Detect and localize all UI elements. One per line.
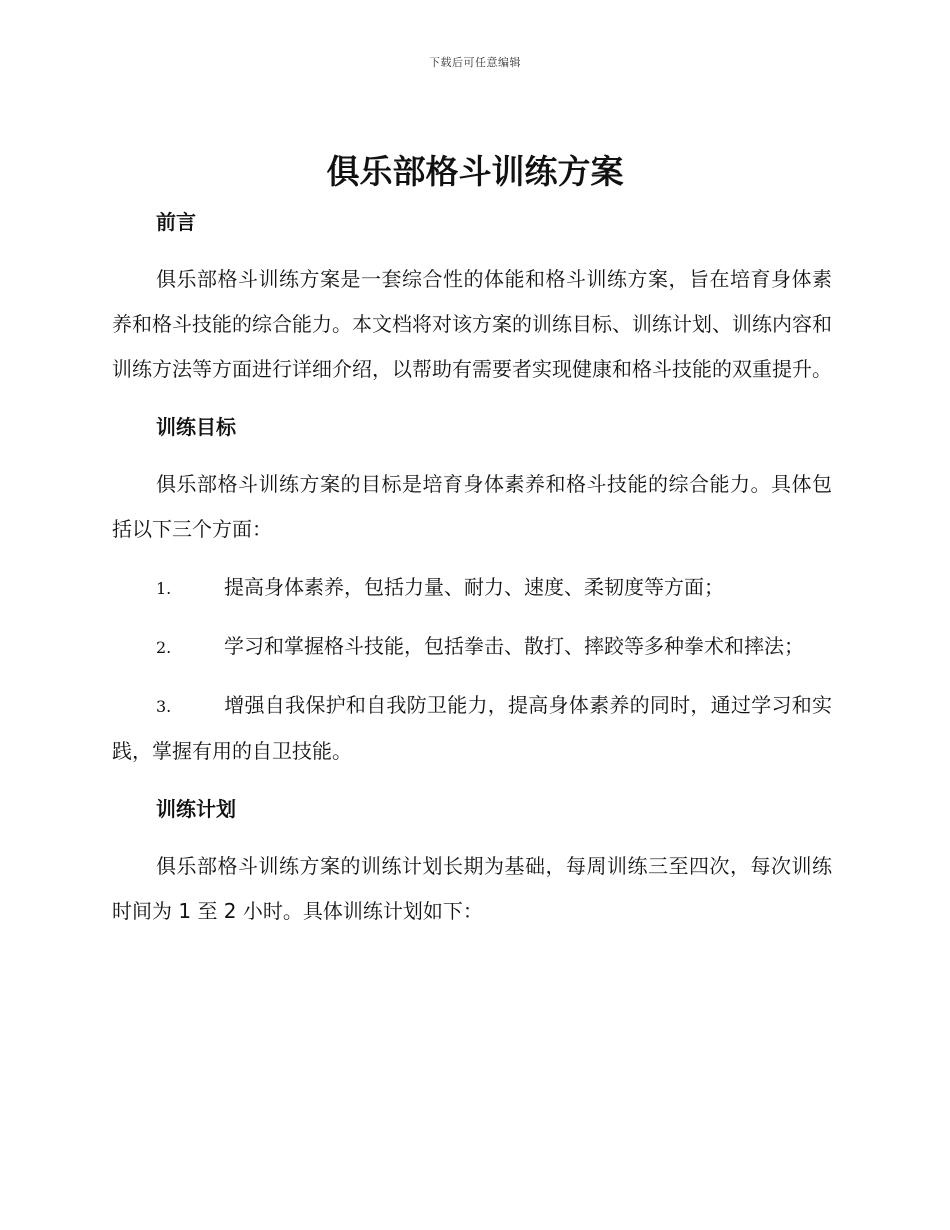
goal-list-item (112, 683, 832, 774)
list-number: 1. (156, 579, 172, 598)
preface-paragraph: 俱乐部格斗训练方案是一套综合性的体能和格斗训练方案，旨在培育身体素养和格斗技能的综合能力。本文档将对该方案的训练目标、训练计划、训练内容和训练方法等方面进行详细介绍，以帮助有需要者实现健康和格斗技能的双重提升。 (112, 267, 832, 381)
section-heading-goals: 训练目标 (156, 415, 236, 439)
document-title: 俱乐部格斗训练方案 (326, 152, 624, 191)
goal-list-item (112, 624, 832, 670)
plan-paragraph: 俱乐部格斗训练方案的训练计划长期为基础，每周训练三至四次，每次训练时间为 1 至 2 小时。具体训练计划如下： (112, 854, 832, 923)
list-number: 2. (156, 638, 172, 657)
list-item-text: 增强自我保护和自我防卫能力，提高身体素养的同时，通过学习和实践，掌握有用的自卫技能。 (112, 693, 832, 763)
document-body (112, 200, 832, 947)
list-number: 3. (156, 697, 172, 716)
list-item-text: 提高身体素养，包括力量、耐力、速度、柔韧度等方面； (224, 575, 724, 599)
list-item-text: 学习和掌握格斗技能，包括拳击、散打、摔跤等多种拳术和摔法； (224, 634, 804, 658)
goals-paragraph: 俱乐部格斗训练方案的目标是培育身体素养和格斗技能的综合能力。具体包括以下三个方面： (112, 472, 832, 541)
page-header-note: 下载后可任意编辑 (429, 56, 521, 69)
section-heading-plan: 训练计划 (156, 797, 236, 821)
section-heading-preface: 前言 (156, 210, 196, 234)
goal-list-item (112, 565, 832, 611)
